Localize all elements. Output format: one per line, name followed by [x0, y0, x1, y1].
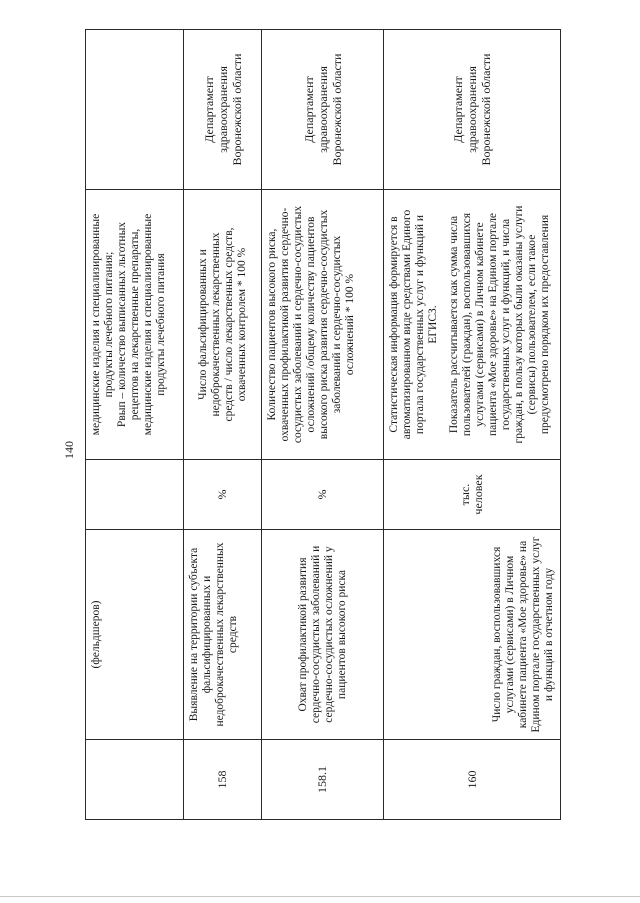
- indicator-name-cell: [262, 530, 384, 740]
- row-number-cell: 158.1: [262, 740, 384, 820]
- text-line: средств / число лекарственных средств,: [222, 227, 235, 422]
- table-row: [384, 30, 561, 820]
- text-line: осложнений /общему количеству пациентов: [305, 216, 317, 433]
- text-line: недоброкачественных лекарственных: [209, 232, 222, 417]
- row-number-cell: [86, 740, 184, 820]
- text-line: продукты лечебного питания;: [103, 251, 115, 398]
- unit-cell: тыс. человек: [384, 460, 561, 530]
- text-line: здравоохранения: [215, 66, 230, 153]
- text-line: рецептов на лекарственные препараты,: [129, 228, 141, 421]
- text-line: сосудистых заболеваний и сердечно-сосудистых: [292, 205, 304, 444]
- scan-edge-line: [0, 896, 640, 897]
- text-line: охваченных профилактикой развития сердечно-: [279, 207, 291, 442]
- indicator-name-cell: [384, 530, 561, 740]
- text-line: средств: [227, 615, 239, 654]
- text-line: недоброкачественных лекарственных: [214, 542, 226, 727]
- text-line: пациента «Мое здоровье» на Едином портале: [487, 212, 499, 437]
- unit-cell: %: [184, 460, 262, 530]
- indicator-name-cell: [184, 530, 262, 740]
- text-line: Воронежской области: [329, 53, 344, 166]
- text-line: Число граждан, воспользовавшихся: [491, 546, 503, 723]
- text-line: охваченных контролем * 100 %: [235, 247, 248, 402]
- text-line: услугами (сервисами) в Личном: [504, 555, 516, 714]
- text-line: Воронежской области: [229, 53, 244, 166]
- row-number-cell: 160: [384, 740, 561, 820]
- text-line: Департамент: [301, 76, 316, 143]
- text-line: пациентов высокого риска: [335, 569, 348, 700]
- text-line: (сервисы) пользователем, если такое: [526, 234, 538, 415]
- text-line: сердечно-сосудистых заболеваний и: [309, 545, 322, 724]
- unit-cell: [86, 460, 184, 530]
- unit-cell: %: [262, 460, 384, 530]
- text-line: фальсифицированных и: [201, 575, 213, 694]
- responsible-cell: [384, 30, 561, 190]
- rotated-table-container: [85, 30, 560, 820]
- text-line: Показатель рассчитывается как сумма числа: [448, 215, 460, 434]
- text-line: кабинете пациента «Мое здоровье» на: [517, 540, 529, 729]
- responsible-cell: [262, 30, 384, 190]
- method-cell: [384, 190, 561, 460]
- paragraph-gap: [440, 196, 448, 453]
- text-line: государственных услуг и функций, и числа: [500, 218, 512, 431]
- text-line: портала государственных услуг и функций и: [414, 214, 426, 435]
- text-line: Рвып – количество выписанных льготных: [116, 221, 128, 428]
- text-line: Едином портале государственных услуг: [530, 536, 542, 733]
- table-row: [86, 30, 184, 820]
- method-cell: [262, 190, 384, 460]
- text-line: Число фальсифицированных и: [196, 249, 209, 400]
- method-cell: [184, 190, 262, 460]
- indicators-table: [85, 29, 561, 820]
- responsible-cell: [184, 30, 262, 190]
- text-line: сердечно-сосудистых осложнений у: [322, 546, 335, 723]
- text-line: предусмотрено порядком их предоставления: [539, 214, 551, 435]
- page-number: 140: [62, 441, 76, 459]
- text-line: медицинские изделия и специализированные: [90, 213, 102, 436]
- text-line: Выявление на территории субъекта: [188, 547, 200, 722]
- method-cell: [86, 190, 184, 460]
- text-line: граждан, в пользу которых были оказаны услуги: [513, 205, 525, 444]
- text-line: Количество пациентов высокого риска,: [266, 228, 278, 421]
- responsible-cell: [86, 30, 184, 190]
- text-line: высокого риска развития сердечно-сосудистых: [318, 209, 330, 440]
- indicator-name-cell: [86, 530, 184, 740]
- row-number-cell: 158: [184, 740, 262, 820]
- text-line: Охват профилактикой развития: [296, 557, 309, 712]
- text-line: продукты лечебного питания: [155, 253, 167, 396]
- text-line: (фельдшеров): [90, 600, 102, 669]
- text-line: пользователей (граждан), воспользовавшихся: [461, 212, 473, 437]
- text-line: Статистическая информация формируется в: [388, 216, 400, 433]
- text-line: заболеваний и сердечно-сосудистых: [331, 235, 343, 414]
- table-row: [262, 30, 384, 820]
- text-line: и функций в отчетном году: [543, 567, 555, 702]
- text-line: здравоохранения: [465, 66, 479, 153]
- text-line: услугами (сервисами) в Личном кабинете: [474, 222, 486, 427]
- text-line: здравоохранения: [315, 66, 330, 153]
- text-line: Департамент: [451, 76, 465, 143]
- text-line: автоматизированном виде средствами Единого: [401, 209, 413, 440]
- text-line: осложнений * 100 %: [344, 273, 356, 376]
- text-line: медицинские изделия и специализированные: [142, 213, 154, 436]
- text-line: Департамент: [201, 76, 216, 143]
- text-line: ЕГИСЗ.: [427, 305, 439, 344]
- text-line: Воронежской области: [479, 53, 493, 166]
- table-row: [184, 30, 262, 820]
